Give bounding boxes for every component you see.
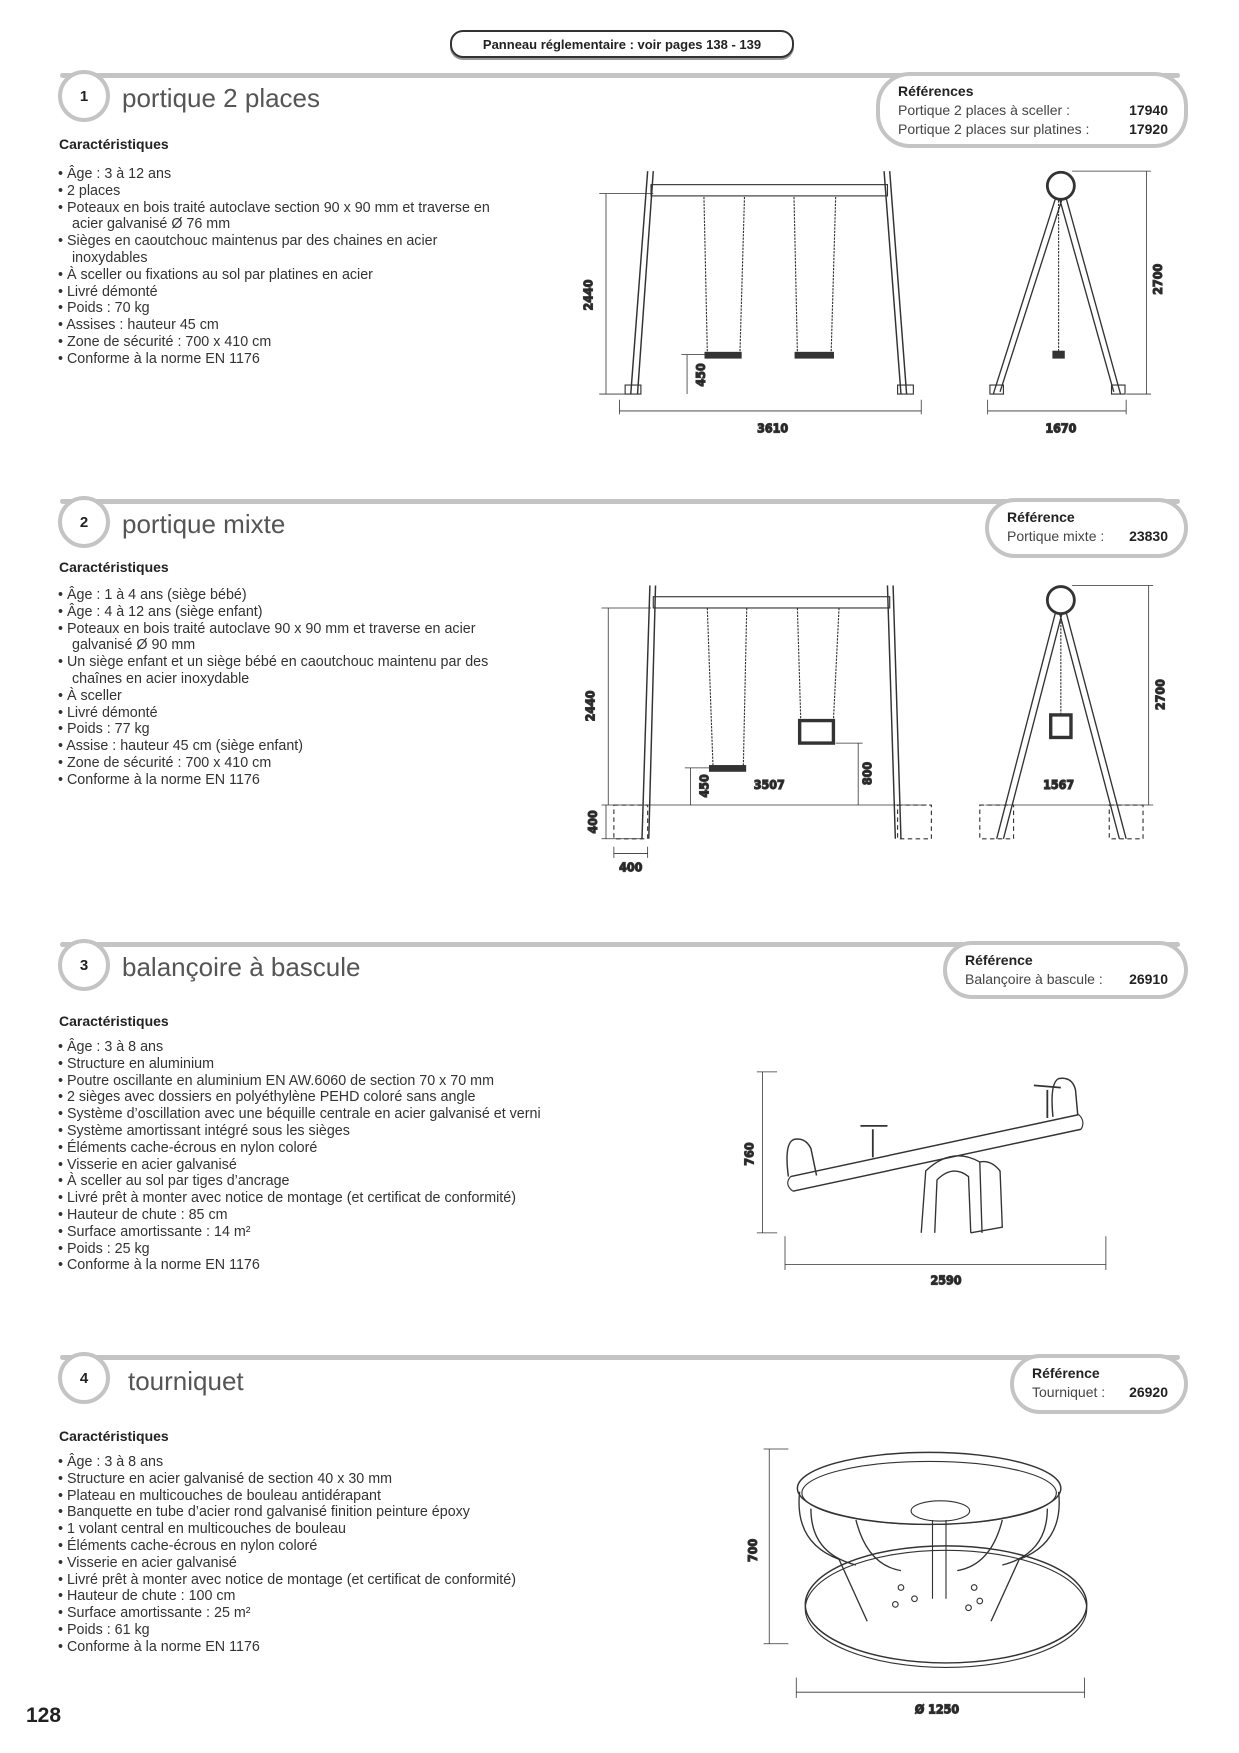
references-box <box>985 498 1188 558</box>
feature-item: • Conforme à la norme EN 1176 <box>58 772 498 789</box>
references-box <box>1010 1354 1188 1414</box>
section-number: 1 <box>58 70 110 122</box>
feature-item: • Poids : 70 kg <box>58 300 498 317</box>
feature-item: • Éléments cache-écrous en nylon coloré <box>58 1140 658 1157</box>
feature-item: • Livré démonté <box>58 705 498 722</box>
reference-code: 17940 <box>1129 102 1168 118</box>
product-title: portique 2 places <box>122 83 321 113</box>
reference-row <box>898 101 1168 120</box>
feature-item: • Âge : 3 à 8 ans <box>58 1454 558 1471</box>
features-list <box>58 1454 558 1656</box>
dim-side-height: 2700 <box>1153 679 1168 711</box>
feature-item: • Assise : hauteur 45 cm (siège enfant) <box>58 738 498 755</box>
feature-item: • Sièges en caoutchouc maintenus par des chaines en acier inoxydables <box>58 233 498 267</box>
feature-item: • À sceller au sol par tiges d’ancrage <box>58 1173 658 1190</box>
section-divider <box>60 1355 1180 1360</box>
feature-item: • Âge : 3 à 8 ans <box>58 1039 658 1056</box>
feature-item: • Zone de sécurité : 700 x 410 cm <box>58 755 498 772</box>
feature-item: • Système d’oscillation avec une béquille centrale en acier galvanisé et verni <box>58 1106 658 1123</box>
feature-item: • À sceller <box>58 688 498 705</box>
dim-length: 2590 <box>930 1273 962 1288</box>
features-list <box>58 587 498 789</box>
reference-label: Tourniquet : <box>1032 1384 1106 1400</box>
reference-label: Portique mixte : <box>1007 528 1105 544</box>
feature-item: • Poids : 25 kg <box>58 1241 658 1258</box>
reference-code: 23830 <box>1129 528 1168 544</box>
feature-item: • Poteaux en bois traité autoclave 90 x 90 mm et traverse en acier galvanisé Ø 90 mm <box>58 621 498 655</box>
dim-side-width: 1670 <box>1045 421 1077 436</box>
dim-width: 3507 <box>753 778 785 793</box>
product-title: balançoire à bascule <box>122 952 361 982</box>
feature-item: • Plateau en multicouches de bouleau antidérapant <box>58 1488 558 1505</box>
feature-item: • Âge : 1 à 4 ans (siège bébé) <box>58 587 498 604</box>
references-heading: Référence <box>965 952 1033 968</box>
drawing-balancoire-a-bascule <box>742 1072 1105 1288</box>
feature-item: • Banquette en tube d’acier rond galvanisé finition peinture époxy <box>58 1504 558 1521</box>
feature-item: • Poteaux en bois traité autoclave section 90 x 90 mm et traverse en acier galvanisé Ø 76 mm <box>58 200 498 234</box>
reference-row <box>965 970 1168 989</box>
feature-item: • Livré prêt à monter avec notice de montage (et certificat de conformité) <box>58 1190 658 1207</box>
reference-row <box>898 120 1168 139</box>
feature-item: • Éléments cache-écrous en nylon coloré <box>58 1538 558 1555</box>
feature-item: • Hauteur de chute : 85 cm <box>58 1207 658 1224</box>
dim-side-height: 2700 <box>1151 263 1166 295</box>
section-number: 4 <box>58 1352 110 1404</box>
reference-code: 26910 <box>1129 971 1168 987</box>
dim-diameter: Ø 1250 <box>914 1702 960 1717</box>
feature-item: • À sceller ou fixations au sol par platines en acier <box>58 267 498 284</box>
dim-width: 3610 <box>757 421 789 436</box>
reference-code: 17920 <box>1129 121 1168 137</box>
dim-height: 2440 <box>581 279 596 311</box>
reference-code: 26920 <box>1129 1384 1168 1400</box>
feature-item: • Un siège enfant et un siège bébé en caoutchouc maintenu par des chaînes en acier inoxydable <box>58 654 498 688</box>
characteristics-heading: Caractéristiques <box>59 1428 169 1444</box>
section-number: 3 <box>58 939 110 991</box>
reference-label: Portique 2 places sur platines : <box>898 121 1090 137</box>
feature-item: • Poids : 77 kg <box>58 721 498 738</box>
characteristics-heading: Caractéristiques <box>59 1013 169 1029</box>
feature-item: • Assises : hauteur 45 cm <box>58 317 498 334</box>
references-heading: Référence <box>1007 509 1075 525</box>
feature-item: • Visserie en acier galvanisé <box>58 1157 658 1174</box>
feature-item: • Structure en acier galvanisé de section 40 x 30 mm <box>58 1471 558 1488</box>
dim-baby-seat-height: 800 <box>860 761 875 786</box>
reference-row <box>1007 527 1168 546</box>
reference-label: Portique 2 places à sceller : <box>898 102 1070 118</box>
references-box <box>876 72 1188 148</box>
dim-seat-height: 450 <box>697 774 712 798</box>
feature-item: • Système amortissant intégré sous les sièges <box>58 1123 658 1140</box>
reference-row <box>1032 1383 1168 1402</box>
drawing-portique-2-places-front <box>581 171 921 435</box>
feature-item: • Conforme à la norme EN 1176 <box>58 1639 558 1656</box>
feature-item: • 2 places <box>58 183 498 200</box>
feature-item: • Âge : 3 à 12 ans <box>58 166 498 183</box>
feature-item: • Poutre oscillante en aluminium EN AW.6060 de section 70 x 70 mm <box>58 1073 658 1090</box>
references-heading: Références <box>898 83 974 99</box>
dim-seat-height: 450 <box>694 363 709 387</box>
feature-item: • Conforme à la norme EN 1176 <box>58 1257 658 1274</box>
feature-item: • Hauteur de chute : 100 cm <box>58 1588 558 1605</box>
dim-footing-depth: 400 <box>585 810 600 834</box>
dim-height: 760 <box>742 1142 757 1166</box>
product-title: tourniquet <box>128 1366 244 1396</box>
feature-item: • Zone de sécurité : 700 x 410 cm <box>58 334 498 351</box>
feature-item: • 1 volant central en multicouches de bouleau <box>58 1521 558 1538</box>
page-number: 128 <box>26 1704 62 1727</box>
feature-item: • Surface amortissante : 25 m² <box>58 1605 558 1622</box>
characteristics-heading: Caractéristiques <box>59 136 169 152</box>
regulatory-panel-banner: Panneau réglementaire : voir pages 138 - 139 <box>450 30 794 58</box>
references-box <box>943 941 1188 999</box>
features-list <box>58 1039 658 1274</box>
characteristics-heading: Caractéristiques <box>59 559 169 575</box>
drawing-tourniquet <box>746 1449 1087 1717</box>
features-list <box>58 166 498 368</box>
product-title: portique mixte <box>122 509 286 539</box>
feature-item: • 2 sièges avec dossiers en polyéthylène PEHD coloré sans angle <box>58 1089 658 1106</box>
feature-item: • Structure en aluminium <box>58 1056 658 1073</box>
drawing-portique-2-places-side <box>988 171 1166 435</box>
feature-item: • Livré prêt à monter avec notice de montage (et certificat de conformité) <box>58 1572 558 1589</box>
dim-height: 700 <box>745 1538 760 1562</box>
feature-item: • Visserie en acier galvanisé <box>58 1555 558 1572</box>
drawing-portique-mixte-side <box>980 585 1168 838</box>
section-number: 2 <box>58 496 110 548</box>
drawing-portique-mixte-front <box>584 585 932 874</box>
references-heading: Référence <box>1032 1365 1100 1381</box>
dim-footing-width: 400 <box>619 860 643 875</box>
dim-height: 2440 <box>583 690 598 722</box>
dim-side-width: 1567 <box>1043 778 1075 793</box>
feature-item: • Livré démonté <box>58 284 498 301</box>
reference-label: Balançoire à bascule : <box>965 971 1103 987</box>
feature-item: • Conforme à la norme EN 1176 <box>58 351 498 368</box>
feature-item: • Âge : 4 à 12 ans (siège enfant) <box>58 604 498 621</box>
feature-item: • Poids : 61 kg <box>58 1622 558 1639</box>
feature-item: • Surface amortissante : 14 m² <box>58 1224 658 1241</box>
